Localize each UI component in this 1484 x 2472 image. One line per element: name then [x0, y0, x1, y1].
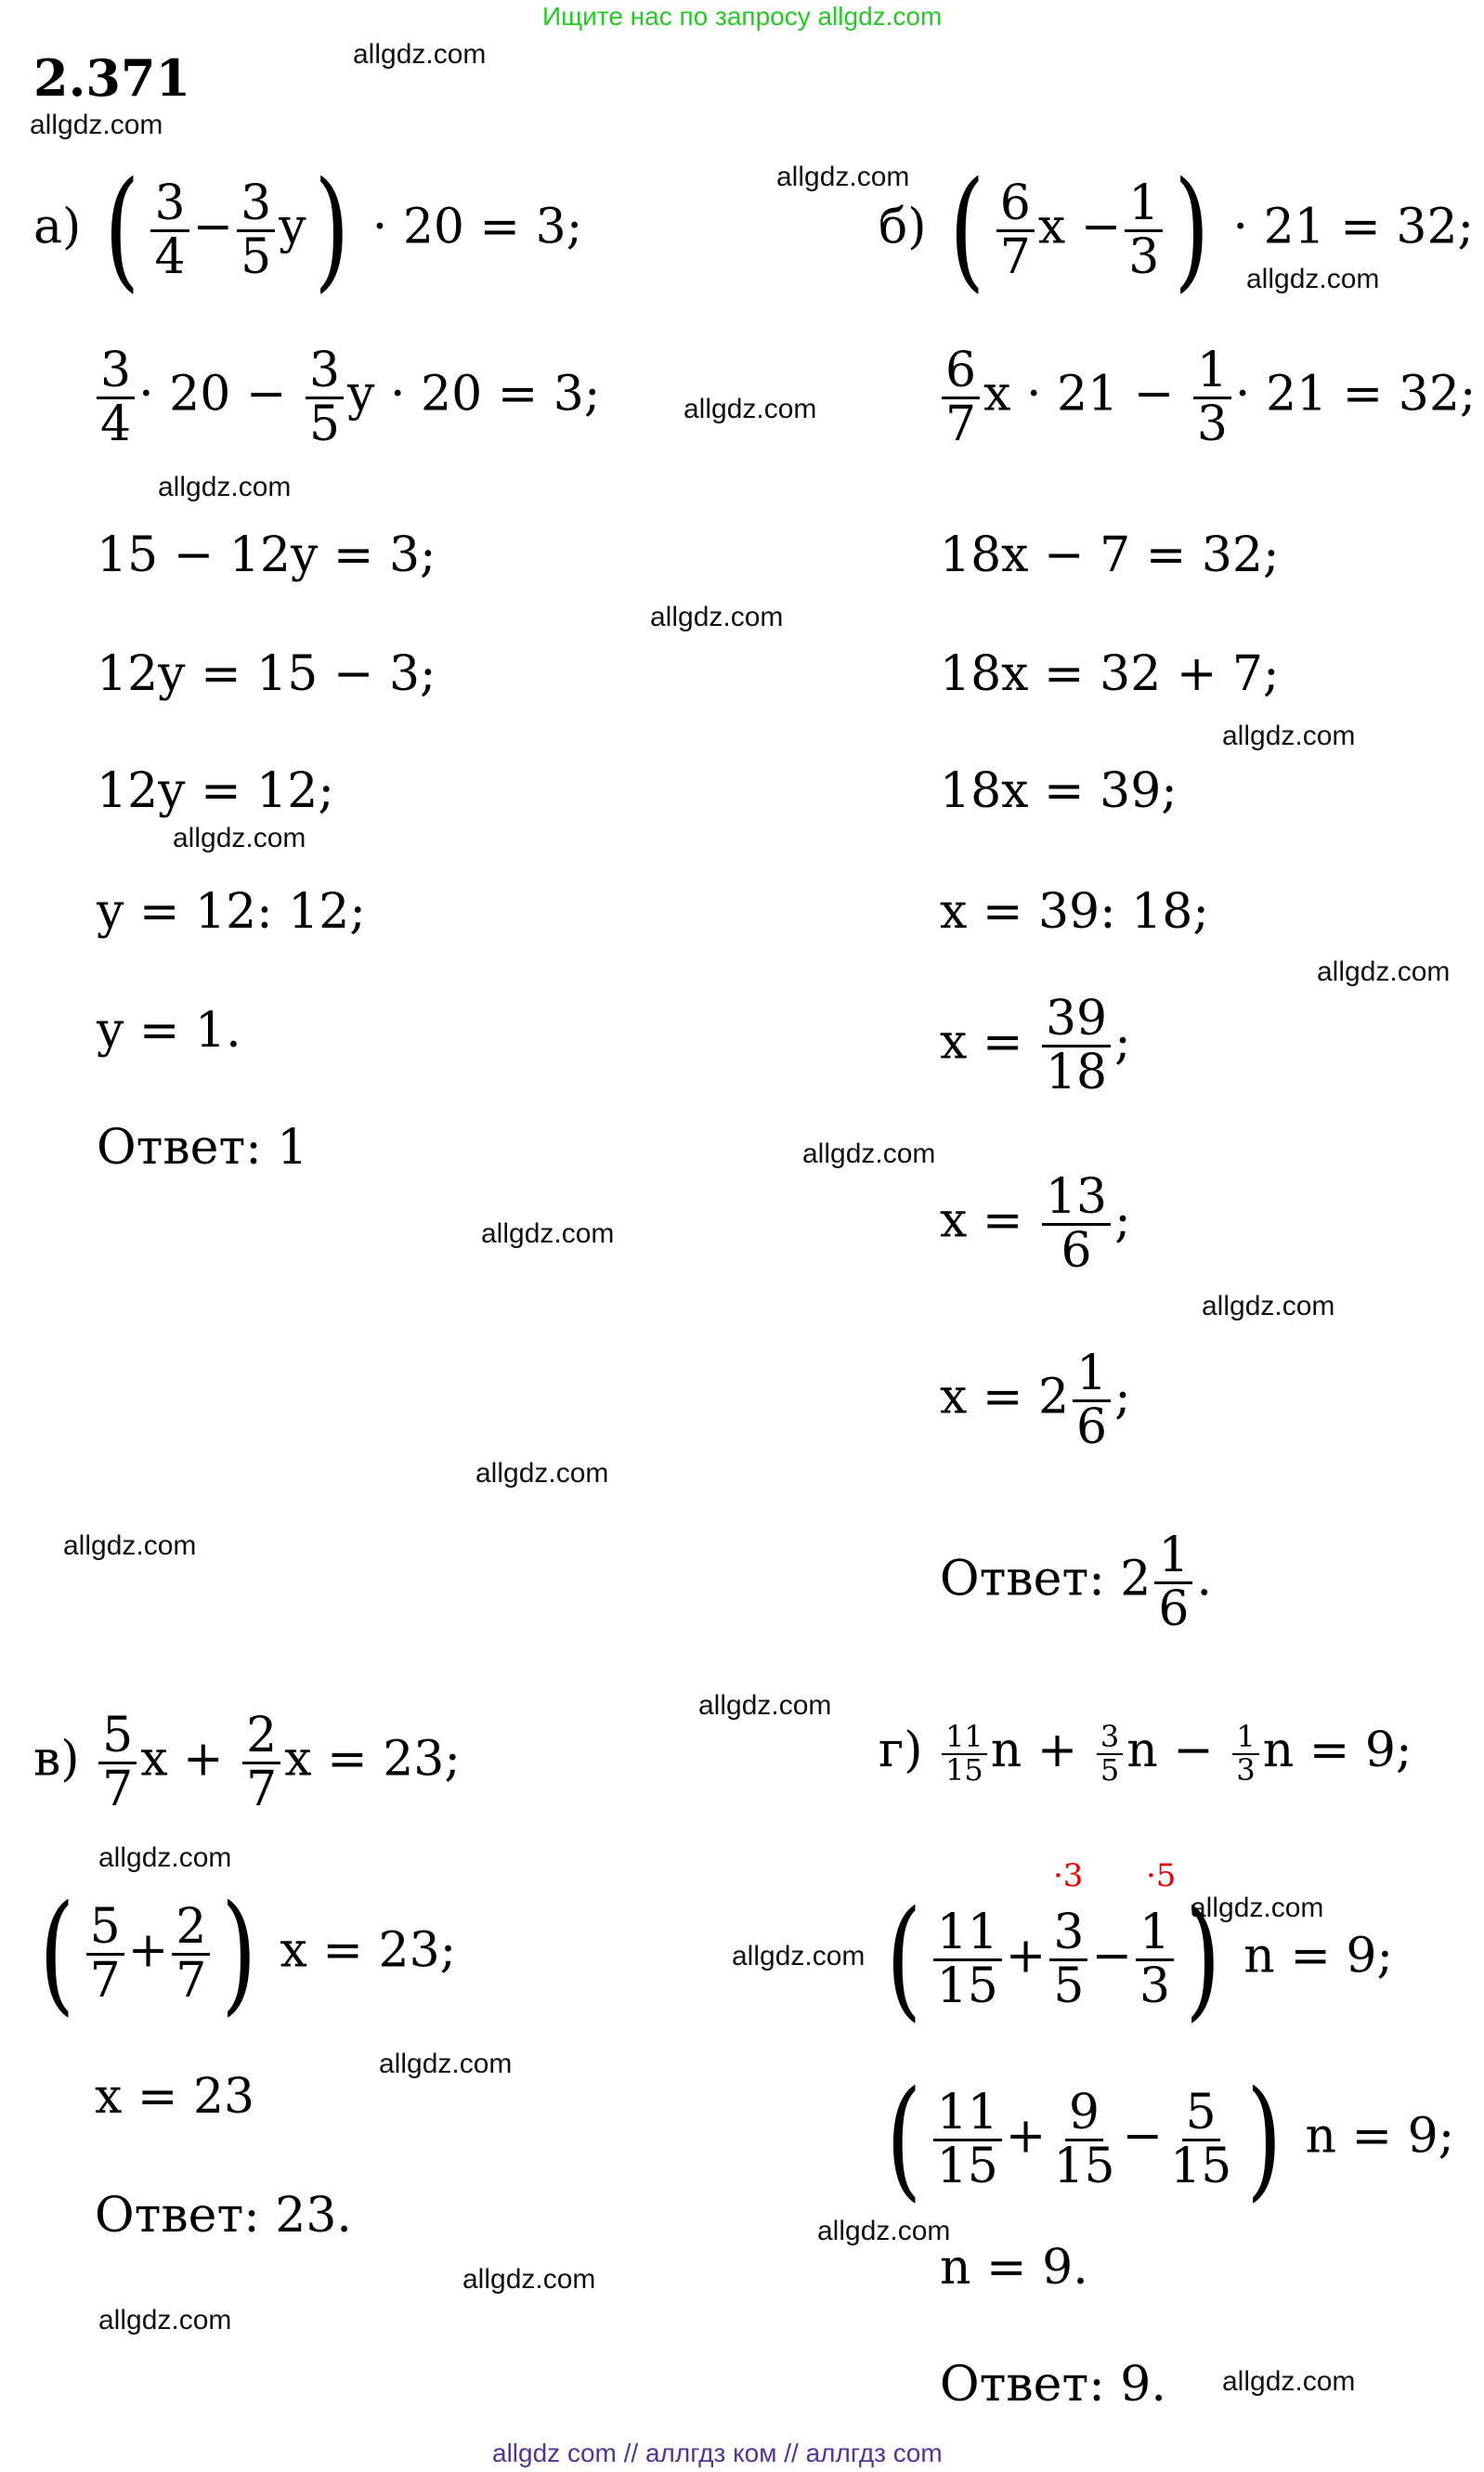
part-a-answer: Ответ: 1: [97, 1120, 308, 1176]
part-v-label: в): [33, 1731, 80, 1788]
top-banner: Ищите нас по запросу allgdz.com: [542, 2, 943, 31]
watermark: allgdz.com: [30, 110, 163, 140]
watermark: allgdz.com: [481, 1218, 615, 1249]
part-a-label: а): [33, 199, 82, 255]
part-g-equation: г) $\frac{11}{15}$ n + $\frac{3}{5}$ n − $\frac{1}{3}$ n = 9;: [879, 1719, 1412, 1788]
watermark: allgdz.com: [776, 162, 910, 192]
part-v-step-2: x = 23: [95, 2069, 255, 2125]
watermark: allgdz.com: [173, 823, 306, 853]
watermark: allgdz.com: [98, 2305, 232, 2335]
part-v-equation: в) $\frac{5}{7}$ x + $\frac{2}{7}$ x = 23;: [33, 1708, 461, 1817]
part-g-step-3: n = 9.: [940, 2240, 1088, 2296]
watermark: allgdz.com: [802, 1138, 936, 1169]
part-b-step-4: 18x = 39;: [940, 763, 1178, 819]
part-g-answer: Ответ: 9.: [940, 2357, 1166, 2413]
watermark: allgdz.com: [1246, 264, 1380, 294]
watermark: allgdz.com: [475, 1458, 609, 1489]
part-b-answer: Ответ: 2 $\frac{1}{6}$ .: [940, 1528, 1212, 1637]
problem-number: 2.371: [33, 48, 191, 108]
bottom-banner: allgdz com // аллгдз ком // аллгдз com: [492, 2439, 943, 2467]
watermark: allgdz.com: [353, 39, 487, 70]
watermark: allgdz.com: [732, 1941, 866, 1971]
part-a-step-5: y = 12: 12;: [97, 884, 366, 940]
part-b-step-6: x = $\frac{39}{18}$ ;: [940, 991, 1131, 1100]
watermark: allgdz.com: [1202, 1291, 1335, 1321]
watermark: allgdz.com: [1222, 2366, 1356, 2397]
watermark: allgdz.com: [683, 394, 817, 424]
watermark: allgdz.com: [1317, 956, 1451, 987]
part-v-answer: Ответ: 23.: [95, 2188, 352, 2244]
part-v-step-1: ( $\frac{5}{7}$ + $\frac{2}{7}$ ) x = 23;: [39, 1878, 457, 2029]
watermark: allgdz.com: [158, 472, 292, 502]
part-b-label: б): [879, 199, 927, 255]
part-a-equation: а) ( $\frac{3}{4}$ − $\frac{3}{5}$ y) · 20 = 3;: [33, 154, 583, 306]
watermark: allgdz.com: [817, 2216, 951, 2246]
watermark: allgdz.com: [63, 1530, 197, 1561]
part-a-step-6: y = 1.: [97, 1003, 241, 1059]
watermark: allgdz.com: [1222, 721, 1356, 751]
part-b-step-8: x = 2 $\frac{1}{6}$ ;: [940, 1346, 1131, 1455]
watermark: allgdz.com: [462, 2264, 596, 2295]
part-b-step-2: 18x − 7 = 32;: [940, 527, 1280, 583]
watermark: allgdz.com: [98, 1842, 232, 1873]
part-g-label: г): [879, 1723, 923, 1779]
watermark: allgdz.com: [379, 2049, 513, 2079]
part-a-step-3: 12y = 15 − 3;: [97, 646, 436, 702]
part-b-step-1: $\frac{6}{7}$ x · 21 − $\frac{1}{3}$ · 21 = 32;: [938, 345, 1476, 449]
part-g-step-2: ( $\frac{11}{15}$ + $\frac{9}{15}$ − $\frac{5}{15}$ ) n = 9;: [886, 2063, 1455, 2215]
multiplier-5: ·5: [1146, 1857, 1177, 1894]
part-b-step-3: 18x = 32 + 7;: [940, 646, 1280, 702]
watermark: allgdz.com: [698, 1690, 832, 1721]
part-a-step-1: $\frac{3}{4}$ · 20 − $\frac{3}{5}$ y · 20 = 3;: [93, 345, 600, 449]
part-b-equation: б) ( $\frac{6}{7}$ x − $\frac{1}{3}$ ) · 21 = 32;: [879, 154, 1475, 306]
part-a-step-2: 15 − 12y = 3;: [97, 527, 436, 583]
watermark: allgdz.com: [1191, 1893, 1324, 1923]
part-a-step-4: 12y = 12;: [97, 763, 334, 819]
multiplier-3: ·3: [1053, 1857, 1084, 1894]
part-b-step-7: x = $\frac{13}{6}$ ;: [940, 1169, 1131, 1279]
part-g-step-1: ( $\frac{11}{15}$ + $\frac{3}{5}$ − $\frac{1}{3}$ ) n = 9;: [886, 1883, 1394, 2035]
part-b-step-5: x = 39: 18;: [940, 884, 1209, 940]
watermark: allgdz.com: [650, 602, 784, 632]
